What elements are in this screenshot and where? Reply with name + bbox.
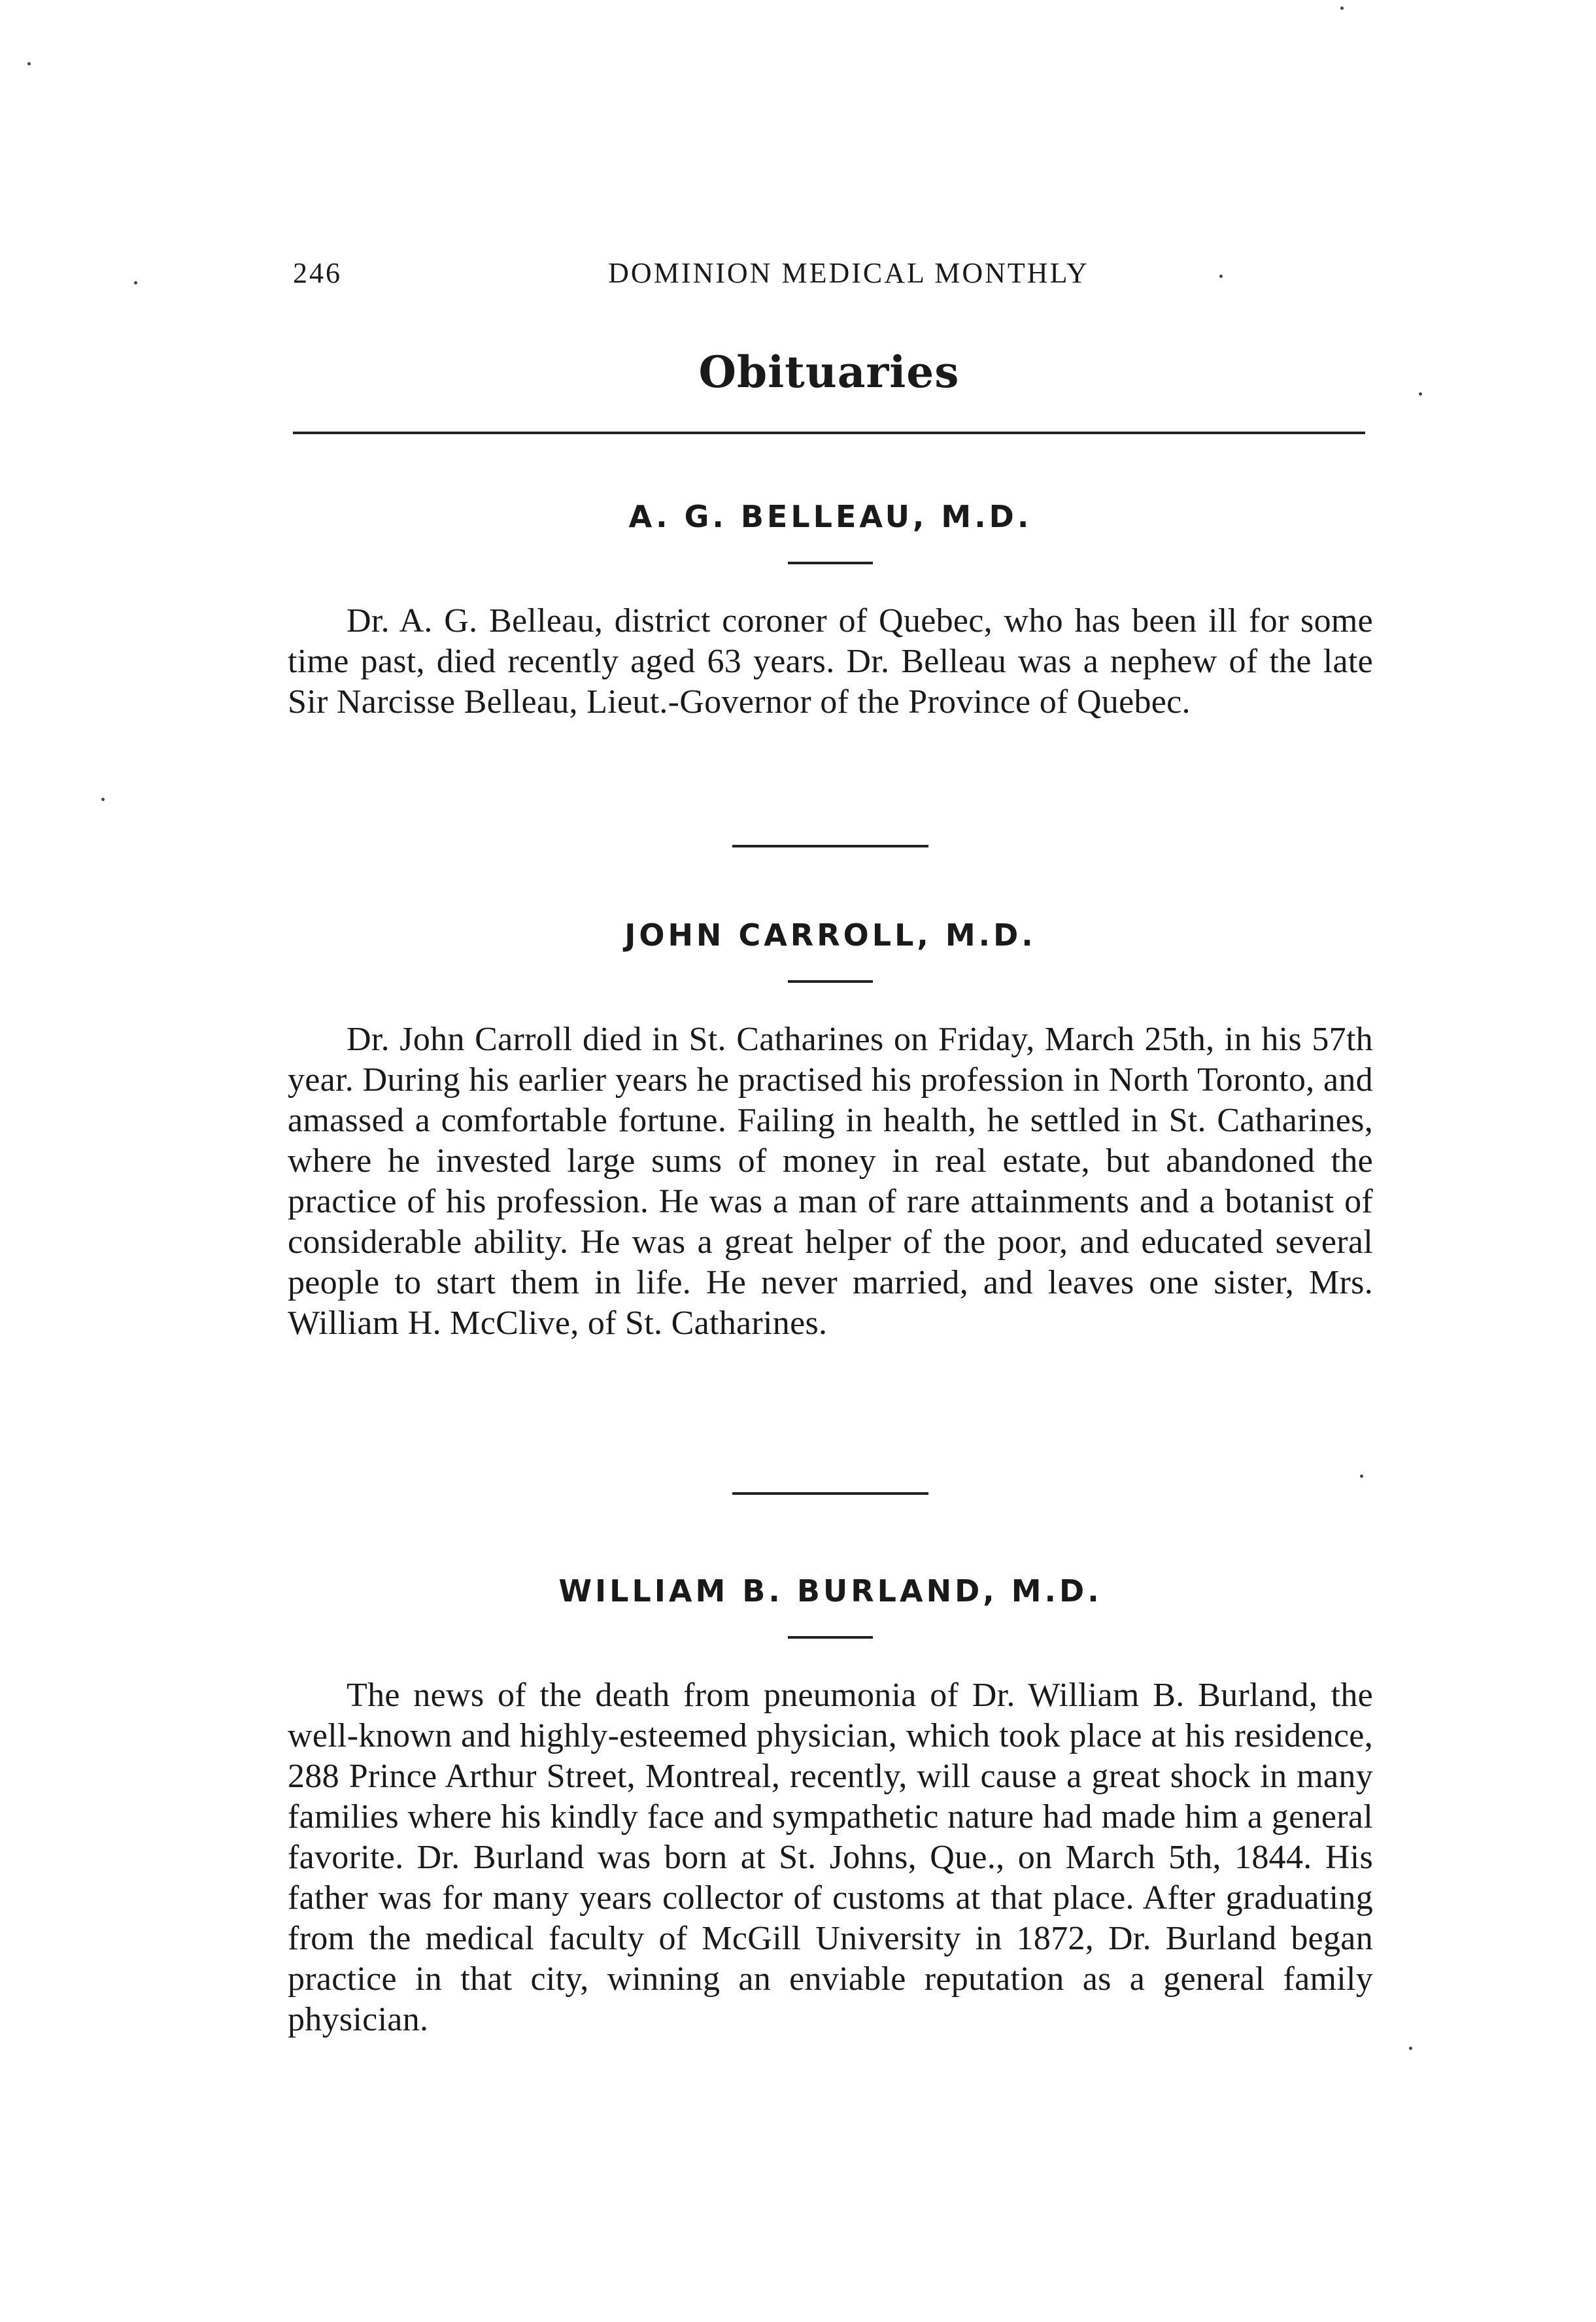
entry-separator [732, 845, 928, 847]
obituary-heading: WILLIAM B. BURLAND, M.D. [558, 1573, 1102, 1609]
running-head [293, 256, 1365, 296]
scan-speck [101, 798, 105, 801]
section-rule [293, 432, 1365, 434]
heading-rule [788, 980, 873, 983]
scan-speck [27, 62, 31, 65]
scan-speck [1409, 2047, 1412, 2050]
heading-rule [788, 562, 873, 564]
obituary-entry-burland [288, 1568, 1373, 2040]
section-title: Obituaries [698, 347, 960, 398]
scan-speck [134, 281, 137, 284]
journal-title: DOMINION MEDICAL MONTHLY [608, 257, 1089, 289]
scan-speck [1360, 1475, 1363, 1478]
scan-speck [1419, 392, 1422, 396]
obituary-text: Dr. A. G. Belleau, district coroner of Quebec, who has been ill for some time past, died recently aged 63 years. Dr. Belleau was a nephew of the late Sir Narcisse Belleau, Lieut.-Governor of the Province of Quebec. [288, 602, 1373, 721]
obituary-entry-carroll [288, 912, 1373, 1344]
page-number: 246 [293, 257, 342, 289]
obituary-heading: A. G. BELLEAU, M.D. [628, 499, 1032, 534]
scan-speck [1340, 7, 1344, 10]
obituary-text: Dr. John Carroll died in St. Catharines on Friday, March 25th, in his 57th year. During his earlier years he practised his profession in North Toronto, and amassed a comfortable fortune. Failing in health, he settled in St. Catharines, where he invested large sums of money in real estate, but abandoned the practice of his profession. He was a man of rare attainments and a botanist of considerable ability. He was a great helper of the poor, and educated several people to start them in life. He never married, and leaves one sister, Mrs. William H. McClive, of St. Catharines. [288, 1021, 1373, 1342]
scan-speck [1219, 275, 1223, 278]
obituary-entry-belleau [288, 494, 1373, 723]
heading-rule [788, 1636, 873, 1639]
obituary-text: The news of the death from pneumonia of Dr. William B. Burland, the well-known and highly-esteemed physician, which took place at his residence, 288 Prince Arthur Street, Montreal, recently, will cause a great shock in many families where his kindly face and sympathetic nature had made him a general favorite. Dr. Burland was born at St. Johns, Que., on March 5th, 1844. His father was for many years collector of customs at that place. After graduating from the medical faculty of McGill University in 1872, Dr. Burland began practice in that city, winning an enviable reputation as a general family physician. [288, 1677, 1373, 2038]
obituary-heading: JOHN CARROLL, M.D. [624, 917, 1036, 953]
entry-separator [732, 1492, 928, 1495]
